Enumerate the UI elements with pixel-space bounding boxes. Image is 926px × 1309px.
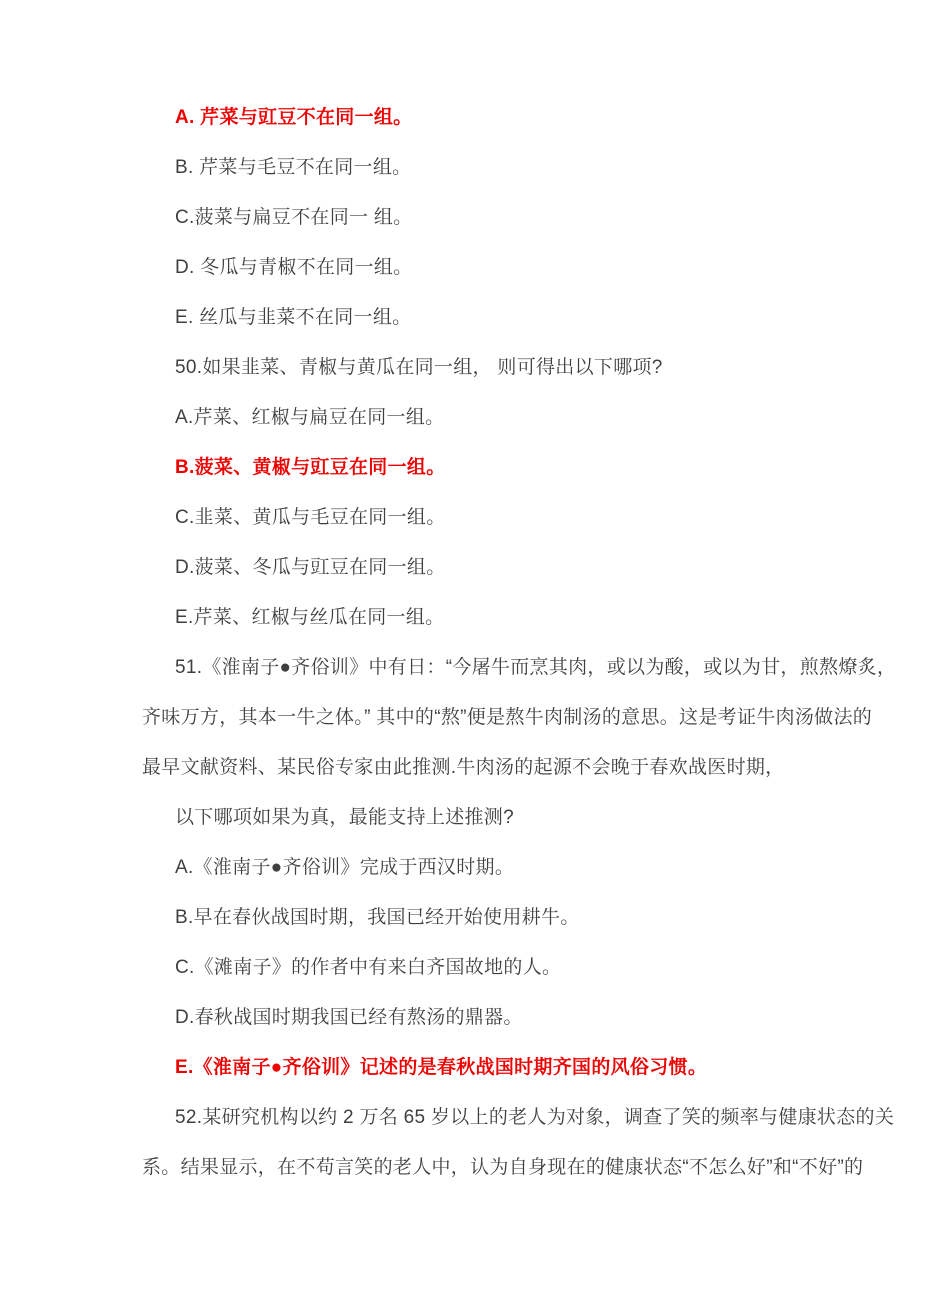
q51-stem-line-3: 最早文献资料、某民俗专家由此推测.牛肉汤的起源不会晚于春欢战医时期，: [142, 757, 785, 778]
q51-option-d: D.春秋战国时期我国已经有熬汤的鼎器。: [175, 1007, 523, 1028]
q52-stem-line-2: 系。结果显示，在不苟言笑的老人中，认为自身现在的健康状态“不怎么好”和“不好”的: [142, 1157, 864, 1178]
q50-option-e: E.芹菜、红椒与丝瓜在同一组。: [175, 607, 445, 628]
q51-option-b: B.早在春伙战国时期，我国已经开始使用耕牛。: [175, 907, 580, 928]
q51-option-e: E.《淮南子●齐俗训》记述的是春秋战国时期齐国的风俗习惯。: [175, 1057, 708, 1078]
q50-stem: 50.如果韭菜、青椒与黄瓜在同一组， 则可得出以下哪项?: [175, 357, 663, 378]
q50-option-d: D.菠菜、冬瓜与豇豆在同一组。: [175, 557, 446, 578]
q49-option-a: A. 芹菜与豇豆不在同一组。: [175, 107, 413, 128]
q51-option-a: A.《淮南子●齐俗训》完成于西汉时期。: [175, 857, 515, 878]
q51-stem-line-2: 齐味万方，其本一牛之体。” 其中的“熬”便是熬牛肉制汤的意思。这是考证牛肉汤做法的: [142, 707, 873, 728]
q52-stem-line-1: 52.某研究机构以约 2 万名 65 岁以上的老人为对象，调查了笑的频率与健康状态的关: [175, 1107, 895, 1128]
q50-option-b: B.菠菜、黄椒与豇豆在同一组。: [175, 457, 446, 478]
q49-option-d: D. 冬瓜与青椒不在同一组。: [175, 257, 413, 278]
q50-option-a: A.芹菜、红椒与扁豆在同一组。: [175, 407, 445, 428]
q51-question: 以下哪项如果为真，最能支持上述推测?: [175, 807, 514, 828]
q51-option-c: C.《滩南子》的作者中有来白齐国故地的人。: [175, 957, 562, 978]
q50-option-c: C.韭菜、黄瓜与毛豆在同一组。: [175, 507, 446, 528]
q49-option-b: B. 芹菜与毛豆不在同一组。: [175, 157, 412, 178]
q49-option-e: E. 丝瓜与韭菜不在同一组。: [175, 307, 412, 328]
q49-option-c: C.菠菜与扁豆不在同一 组。: [175, 207, 413, 228]
q51-stem-line-1: 51.《淮南子●齐俗训》中有日：“今屠牛而烹其肉，或以为酸，或以为甘，煎熬燎炙，: [175, 657, 897, 678]
